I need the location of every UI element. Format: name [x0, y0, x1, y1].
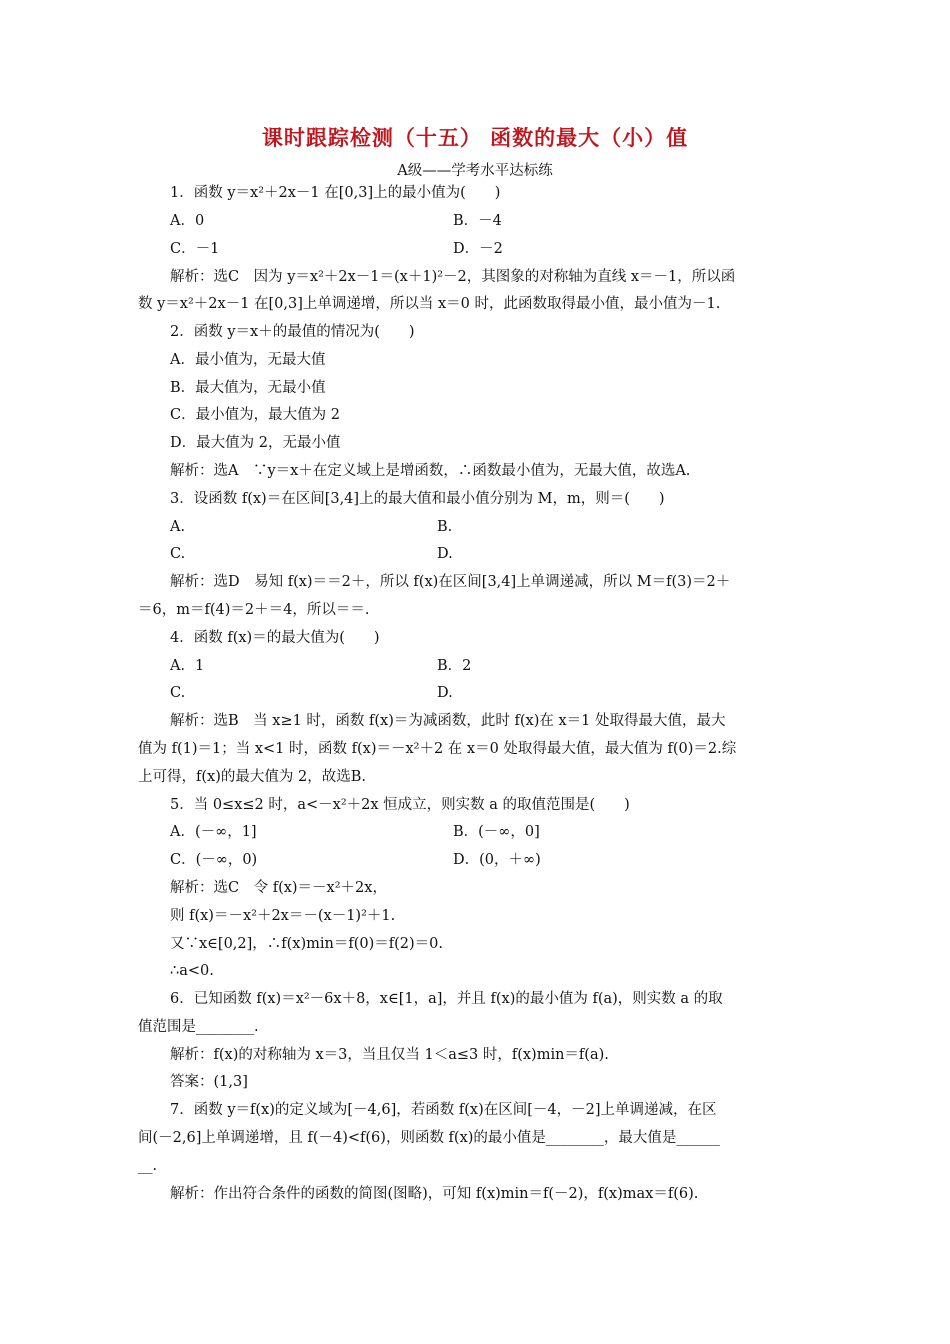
option-c: C．(－∞，0): [170, 852, 258, 868]
option-c: C．－1: [170, 241, 220, 257]
question-6: 6．已知函数 f(x)＝x²－6x＋8，x∈[1，a]，并且 f(x)的最小值为 f(a)，则实数 a 的取: [170, 991, 723, 1007]
option-a: A．最小值为，无最大值: [170, 352, 326, 368]
question-7-continued: 间(－2,6]上单调递增，且 f(－4)<f(6)，则函数 f(x)的最小值是________，最大值是______: [138, 1130, 720, 1146]
option-a: A．1: [170, 658, 205, 674]
solution-text: 数 y＝x²＋2x－1 在[0,3]上单调递增，所以当 x＝0 时，此函数取得最小值，最小值为－1.: [138, 296, 721, 312]
option-a: A.: [170, 519, 186, 535]
option-d: D．最大值为 2，无最小值: [170, 435, 341, 451]
question-3: 3．设函数 f(x)＝在区间[3,4]上的最大值和最小值分别为 M，m，则＝( ): [170, 491, 665, 507]
page-title: 课时跟踪检测（十五） 函数的最大（小）值: [261, 126, 689, 150]
option-a: A．0: [170, 213, 205, 229]
solution-text: 解析：选C 令 f(x)＝－x²＋2x，: [170, 880, 387, 896]
solution-text: 则 f(x)＝－x²＋2x＝－(x－1)²＋1.: [170, 908, 396, 924]
solution-text: 上可得，f(x)的最大值为 2，故选B.: [138, 769, 366, 785]
solution-text: ∴a<0.: [170, 963, 214, 979]
solution-text: 值为 f(1)＝1；当 x<1 时，函数 f(x)＝－x²＋2 在 x＝0 处取得最大值，最大值为 f(0)＝2.综: [138, 741, 737, 757]
solution-text: 又∵x∈[0,2]，∴f(x)min＝f(0)＝f(2)＝0.: [170, 936, 444, 952]
option-b: B.: [437, 519, 453, 535]
section-subtitle: A级——学考水平达标练: [397, 163, 553, 179]
solution-text: 解析：选D 易知 f(x)＝＝2＋，所以 f(x)在区间[3,4]上单调递减，所以 M＝f(3)＝2＋: [170, 574, 731, 590]
question-7-continued: __.: [138, 1158, 158, 1174]
answer-text: 答案：(1,3]: [170, 1074, 248, 1090]
solution-text: 解析：f(x)的对称轴为 x＝3，当且仅当 1＜a≤3 时，f(x)min＝f(a).: [170, 1047, 609, 1063]
question-4: 4．函数 f(x)＝的最大值为( ): [170, 630, 380, 646]
option-d: D．－2: [453, 241, 503, 257]
option-c: C.: [170, 685, 186, 701]
question-5: 5．当 0≤x≤2 时，a<－x²＋2x 恒成立，则实数 a 的取值范围是( ): [170, 797, 630, 813]
option-b: B．(－∞，0]: [453, 824, 540, 840]
option-b: B．2: [437, 658, 472, 674]
option-d: D.: [437, 546, 453, 562]
solution-text: 解析：选A ∵y＝x＋在定义域上是增函数，∴函数最小值为，无最大值，故选A.: [170, 463, 691, 479]
solution-text: 解析：作出符合条件的函数的简图(图略)，可知 f(x)min＝f(－2)，f(x)max＝f(6).: [170, 1186, 699, 1202]
option-b: B．－4: [453, 213, 502, 229]
option-d: D．(0，＋∞): [453, 852, 541, 868]
option-d: D.: [437, 685, 453, 701]
solution-text: 解析：选B 当 x≥1 时，函数 f(x)＝为减函数，此时 f(x)在 x＝1 处取得最大值，最大: [170, 713, 726, 729]
question-1: 1．函数 y＝x²＋2x－1 在[0,3]上的最小值为( ): [170, 185, 501, 201]
question-2: 2．函数 y＝x＋的最值的情况为( ): [170, 324, 415, 340]
solution-text: ＝6，m＝f(4)＝2＋＝4，所以＝＝.: [138, 602, 370, 618]
question-6-continued: 值范围是________.: [138, 1019, 259, 1035]
option-c: C.: [170, 546, 186, 562]
option-b: B．最大值为，无最小值: [170, 380, 326, 396]
solution-text: 解析：选C 因为 y＝x²＋2x－1＝(x＋1)²－2，其图象的对称轴为直线 x＝－1，所以函: [170, 269, 736, 285]
option-c: C．最小值为，最大值为 2: [170, 407, 340, 423]
option-a: A．(－∞，1]: [170, 824, 257, 840]
question-7: 7．函数 y＝f(x)的定义域为[－4,6]，若函数 f(x)在区间[－4，－2]上单调递减，在区: [170, 1102, 717, 1118]
